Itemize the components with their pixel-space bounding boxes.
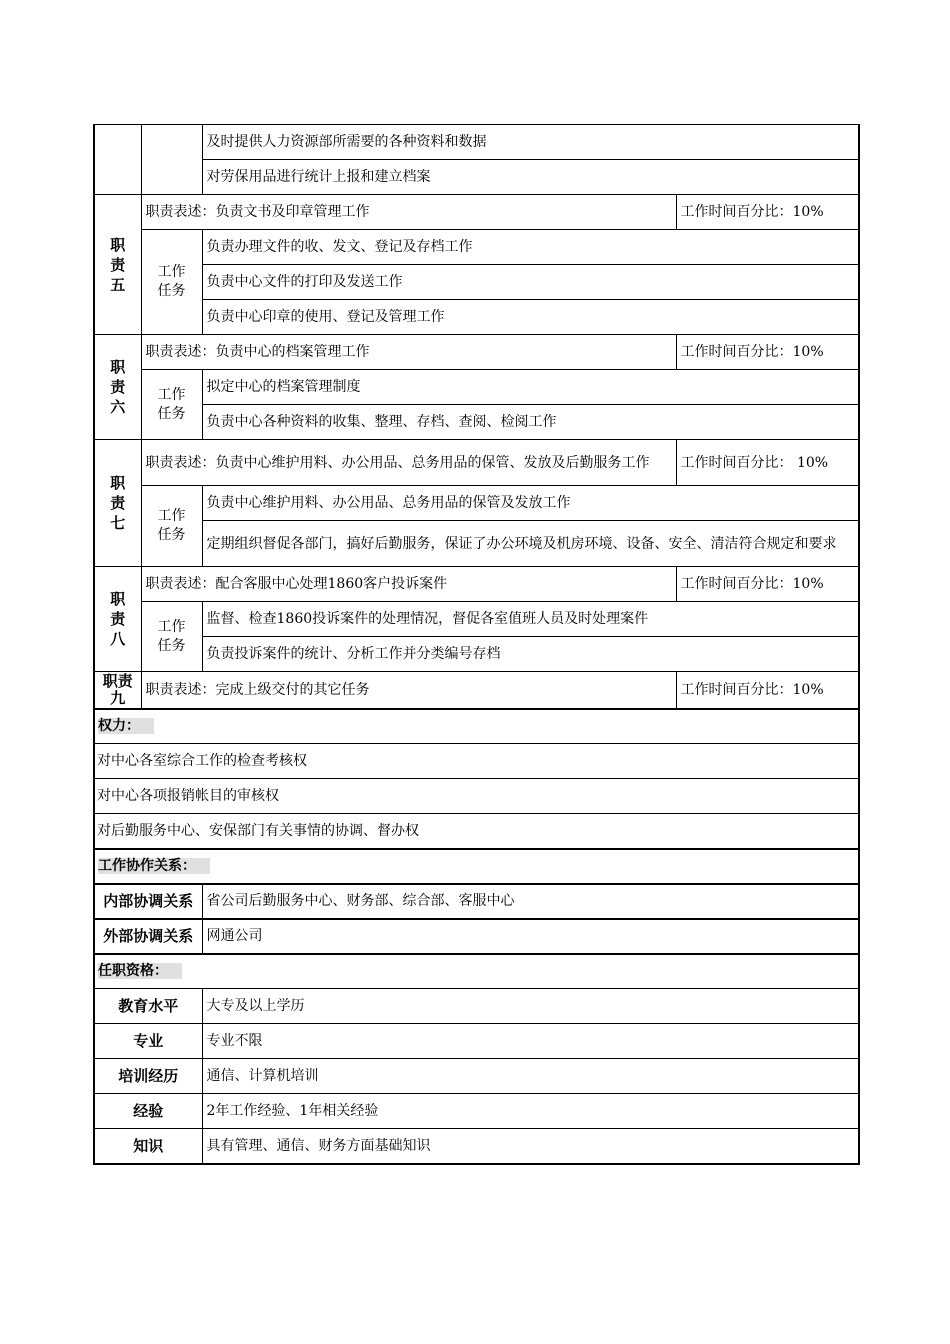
knowledge-label: 知识	[94, 1129, 202, 1164]
major-value: 专业不限	[202, 1024, 859, 1059]
duty-description: 职责表述：负责文书及印章管理工作	[141, 195, 676, 230]
section-header-row	[94, 709, 859, 744]
table-row	[94, 919, 859, 954]
duty-description: 职责表述：负责中心维护用料、办公用品、总务用品的保管、发放及后勤服务工作	[141, 440, 676, 486]
table-row	[94, 1094, 859, 1129]
duty-description: 职责表述：负责中心的档案管理工作	[141, 335, 676, 370]
table-row	[94, 567, 859, 602]
external-relation-value: 网通公司	[202, 919, 859, 954]
job-description-sheet	[93, 124, 858, 1165]
duty-description: 职责表述：配合客服中心处理1860客户投诉案件	[141, 567, 676, 602]
power-item: 对后勤服务中心、安保部门有关事情的协调、督办权	[94, 814, 859, 849]
table-row	[94, 814, 859, 849]
task-item: 负责中心各种资料的收集、整理、存档、查阅、检阅工作	[202, 405, 859, 440]
table-row	[94, 521, 859, 567]
table-row	[94, 1059, 859, 1094]
task-item: 监督、检查1860投诉案件的处理情况，督促各室值班人员及时处理案件	[202, 602, 859, 637]
task-item: 负责投诉案件的统计、分析工作并分类编号存档	[202, 637, 859, 672]
internal-relation-value: 省公司后勤服务中心、财务部、综合部、客服中心	[202, 884, 859, 919]
task-item: 负责中心文件的打印及发送工作	[202, 265, 859, 300]
table-row	[94, 335, 859, 370]
education-label: 教育水平	[94, 989, 202, 1024]
section-header-row	[94, 954, 859, 989]
table-row	[94, 405, 859, 440]
qualification-section-title: 任职资格：	[94, 954, 859, 989]
duty-description: 职责表述：完成上级交付的其它任务	[141, 672, 676, 709]
table-row	[94, 884, 859, 919]
task-label: 工作 任务	[141, 230, 202, 335]
table-row	[94, 1024, 859, 1059]
task-label: 工作 任务	[141, 370, 202, 440]
knowledge-value: 具有管理、通信、财务方面基础知识	[202, 1129, 859, 1164]
task-item: 及时提供人力资源部所需要的各种资料和数据	[202, 125, 859, 160]
time-percentage: 工作时间百分比：10%	[676, 567, 859, 602]
task-label-cell	[141, 125, 202, 195]
table-row	[94, 230, 859, 265]
table-row	[94, 370, 859, 405]
task-item: 对劳保用品进行统计上报和建立档案	[202, 160, 859, 195]
duty-label: 职 责 六	[94, 335, 141, 440]
power-section-title: 权力：	[94, 709, 859, 744]
duty-label: 职责 九	[94, 672, 141, 709]
table-row	[94, 125, 859, 160]
time-percentage: 工作时间百分比：10%	[676, 672, 859, 709]
experience-value: 2年工作经验、1年相关经验	[202, 1094, 859, 1129]
time-percentage: 工作时间百分比： 10%	[676, 440, 859, 486]
task-label: 工作 任务	[141, 486, 202, 567]
time-percentage: 工作时间百分比：10%	[676, 195, 859, 230]
power-item: 对中心各项报销帐目的审核权	[94, 779, 859, 814]
training-value: 通信、计算机培训	[202, 1059, 859, 1094]
table-row	[94, 300, 859, 335]
table-row	[94, 1129, 859, 1164]
table-row	[94, 779, 859, 814]
table-row	[94, 160, 859, 195]
table-row	[94, 486, 859, 521]
internal-relation-label: 内部协调关系	[94, 884, 202, 919]
duty-label: 职 责 七	[94, 440, 141, 567]
table-row	[94, 637, 859, 672]
task-item: 拟定中心的档案管理制度	[202, 370, 859, 405]
relations-section-title: 工作协作关系：	[94, 849, 859, 884]
task-item: 负责中心维护用料、办公用品、总务用品的保管及发放工作	[202, 486, 859, 521]
major-label: 专业	[94, 1024, 202, 1059]
power-item: 对中心各室综合工作的检查考核权	[94, 744, 859, 779]
task-item: 负责中心印章的使用、登记及管理工作	[202, 300, 859, 335]
table-row	[94, 195, 859, 230]
table-row	[94, 672, 859, 709]
task-label: 工作 任务	[141, 602, 202, 672]
duty-label: 职 责 五	[94, 195, 141, 335]
external-relation-label: 外部协调关系	[94, 919, 202, 954]
task-item: 定期组织督促各部门，搞好后勤服务，保证了办公环境及机房环境、设备、安全、清洁符合规定和要求	[202, 521, 859, 567]
duty-label-cell	[94, 125, 141, 195]
section-header-row	[94, 849, 859, 884]
experience-label: 经验	[94, 1094, 202, 1129]
duty-label: 职 责 八	[94, 567, 141, 672]
table-row	[94, 744, 859, 779]
time-percentage: 工作时间百分比：10%	[676, 335, 859, 370]
duties-table	[93, 124, 860, 1165]
table-row	[94, 440, 859, 486]
table-row	[94, 989, 859, 1024]
training-label: 培训经历	[94, 1059, 202, 1094]
education-value: 大专及以上学历	[202, 989, 859, 1024]
table-row	[94, 265, 859, 300]
table-row	[94, 602, 859, 637]
task-item: 负责办理文件的收、发文、登记及存档工作	[202, 230, 859, 265]
